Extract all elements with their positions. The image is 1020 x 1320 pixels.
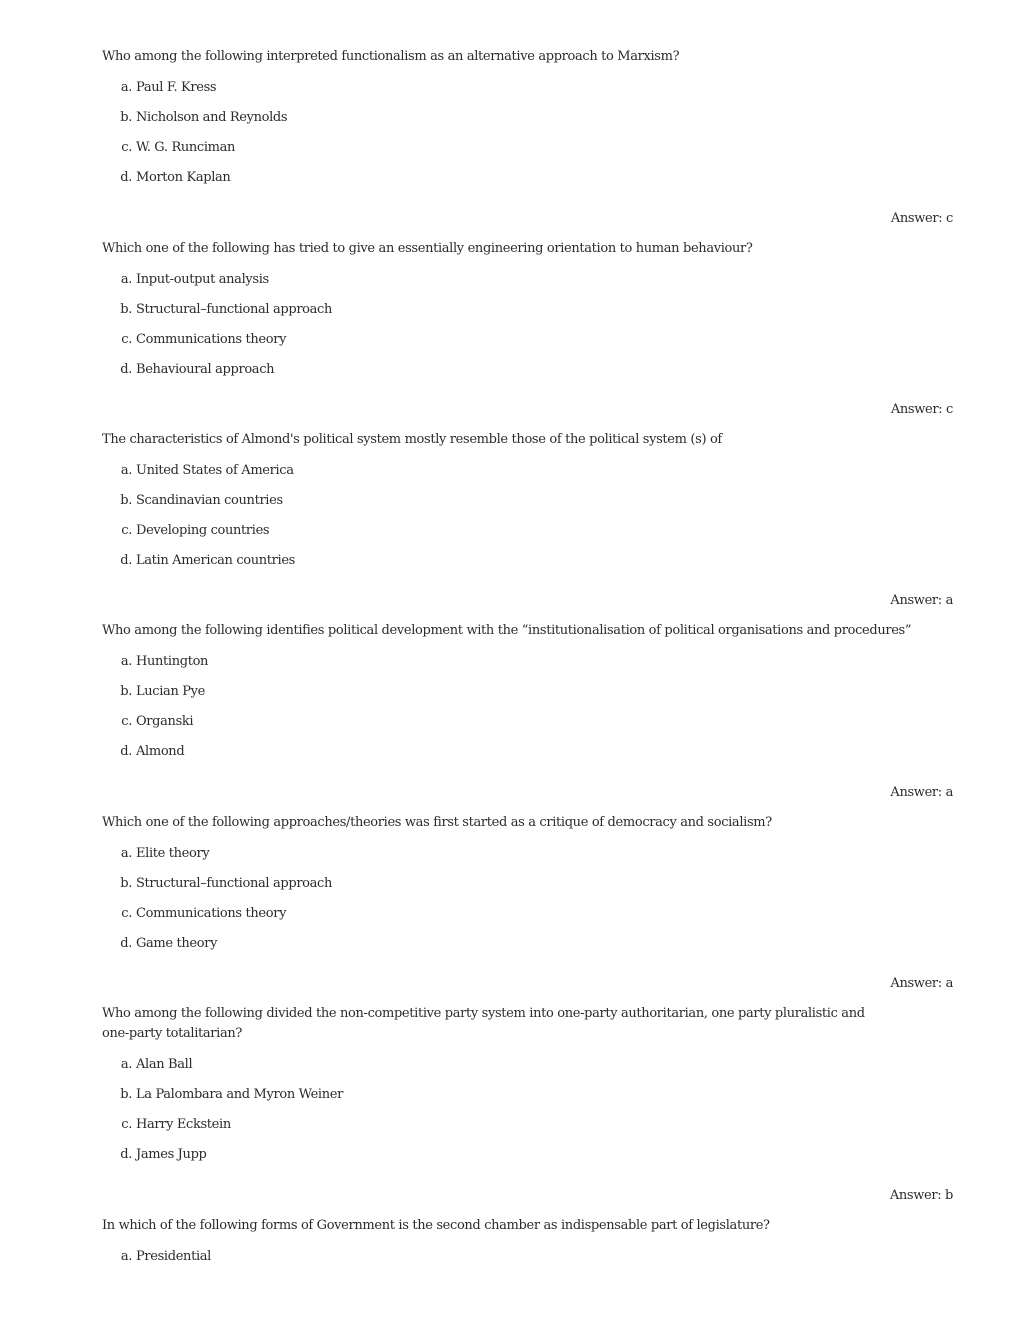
option-d (0, 742, 1020, 772)
option-b (0, 491, 1020, 521)
option-b (0, 682, 1020, 712)
option-a (0, 1055, 1020, 1085)
question-stem (0, 1004, 892, 1044)
option-letter: d. (120, 553, 132, 568)
answer-20: Answer: a (890, 785, 953, 800)
option-letter: b. (120, 493, 132, 508)
question-21 (0, 813, 1020, 964)
option-text: Communications theory (136, 906, 287, 921)
option-text: Lucian Pye (136, 684, 205, 699)
answer-21: Answer: a (890, 976, 953, 991)
option-c (0, 904, 1020, 934)
option-list (0, 461, 1020, 581)
answer-17: Answer: c (890, 211, 953, 226)
option-text: Paul F. Kress (136, 80, 217, 95)
option-text: Morton Kaplan (136, 170, 231, 185)
question-18 (0, 239, 1020, 390)
option-text: Structural–functional approach (136, 876, 333, 891)
question-text: Who among the following divided the non-competitive party system into one-party authoritarian, one party pluralistic and one-party totalitarian? (102, 1006, 865, 1041)
question-text: In which of the following forms of Government is the second chamber as indispensable part of legislature? (102, 1218, 770, 1233)
option-letter: c. (121, 906, 132, 921)
option-text: Nicholson and Reynolds (136, 110, 288, 125)
option-text: Elite theory (136, 846, 210, 861)
option-c (0, 138, 1020, 168)
option-letter: d. (120, 362, 132, 377)
question-text: Who among the following interpreted functionalism as an alternative approach to Marxism? (102, 49, 680, 64)
option-letter: c. (121, 140, 132, 155)
question-17 (0, 47, 1020, 198)
option-c (0, 712, 1020, 742)
question-text: The characteristics of Almond's political system mostly resemble those of the political system (s) of (102, 432, 722, 447)
option-b (0, 300, 1020, 330)
option-letter: a. (120, 272, 132, 287)
option-letter: d. (120, 170, 132, 185)
option-text: Alan Ball (136, 1057, 193, 1072)
option-text: Latin American countries (136, 553, 296, 568)
option-letter: a. (120, 1249, 132, 1264)
option-text: Harry Eckstein (136, 1117, 231, 1132)
option-letter: b. (120, 1087, 132, 1102)
option-list (0, 652, 1020, 772)
question-stem (0, 813, 892, 833)
option-c (0, 330, 1020, 360)
option-b (0, 1085, 1020, 1115)
question-stem (0, 621, 912, 641)
answer-19: Answer: a (890, 593, 953, 608)
option-list (0, 1247, 1020, 1277)
question-stem (0, 430, 892, 450)
option-letter: b. (120, 302, 132, 317)
option-d (0, 168, 1020, 198)
option-a (0, 1247, 1020, 1277)
answer-22: Answer: b (889, 1188, 953, 1203)
option-letter: b. (120, 110, 132, 125)
option-text: Behavioural approach (136, 362, 275, 377)
option-letter: d. (120, 744, 132, 759)
option-a (0, 270, 1020, 300)
question-20 (0, 621, 1020, 772)
option-text: Scandinavian countries (136, 493, 283, 508)
option-letter: b. (120, 876, 132, 891)
option-text: Huntington (136, 654, 209, 669)
question-text: Which one of the following approaches/theories was first started as a critique of democracy and socialism? (102, 815, 772, 830)
option-list (0, 78, 1020, 198)
option-d (0, 934, 1020, 964)
option-letter: c. (121, 523, 132, 538)
question-stem (0, 1216, 892, 1236)
option-text: Almond (136, 744, 185, 759)
option-d (0, 551, 1020, 581)
option-text: James Jupp (136, 1147, 207, 1162)
option-text: Presidential (136, 1249, 211, 1264)
option-c (0, 521, 1020, 551)
option-letter: a. (120, 80, 132, 95)
option-letter: d. (120, 1147, 132, 1162)
option-letter: a. (120, 463, 132, 478)
question-stem (0, 239, 892, 259)
option-text: Game theory (136, 936, 218, 951)
option-list (0, 1055, 1020, 1175)
question-text: Who among the following identifies political development with the “institutionalisation of political organisations and procedures” (102, 623, 912, 638)
option-text: Input-output analysis (136, 272, 269, 287)
option-letter: c. (121, 714, 132, 729)
option-d (0, 360, 1020, 390)
question-text: Which one of the following has tried to give an essentially engineering orientation to human behaviour? (102, 241, 753, 256)
option-letter: d. (120, 936, 132, 951)
option-a (0, 78, 1020, 108)
question-22 (0, 1004, 1020, 1175)
option-text: United States of America (136, 463, 294, 478)
option-b (0, 108, 1020, 138)
question-stem (0, 47, 892, 67)
option-text: Developing countries (136, 523, 270, 538)
option-b (0, 874, 1020, 904)
option-a (0, 844, 1020, 874)
option-list (0, 844, 1020, 964)
option-a (0, 461, 1020, 491)
option-letter: c. (121, 332, 132, 347)
question-23 (0, 1216, 1020, 1277)
option-text: Organski (136, 714, 194, 729)
option-letter: a. (120, 846, 132, 861)
option-list (0, 270, 1020, 390)
option-text: Structural–functional approach (136, 302, 333, 317)
option-text: W. G. Runciman (136, 140, 236, 155)
option-text: La Palombara and Myron Weiner (136, 1087, 343, 1102)
option-letter: a. (120, 654, 132, 669)
question-19 (0, 430, 1020, 581)
option-letter: c. (121, 1117, 132, 1132)
option-text: Communications theory (136, 332, 287, 347)
option-d (0, 1145, 1020, 1175)
answer-18: Answer: c (890, 402, 953, 417)
option-a (0, 652, 1020, 682)
option-c (0, 1115, 1020, 1145)
option-letter: a. (120, 1057, 132, 1072)
option-letter: b. (120, 684, 132, 699)
